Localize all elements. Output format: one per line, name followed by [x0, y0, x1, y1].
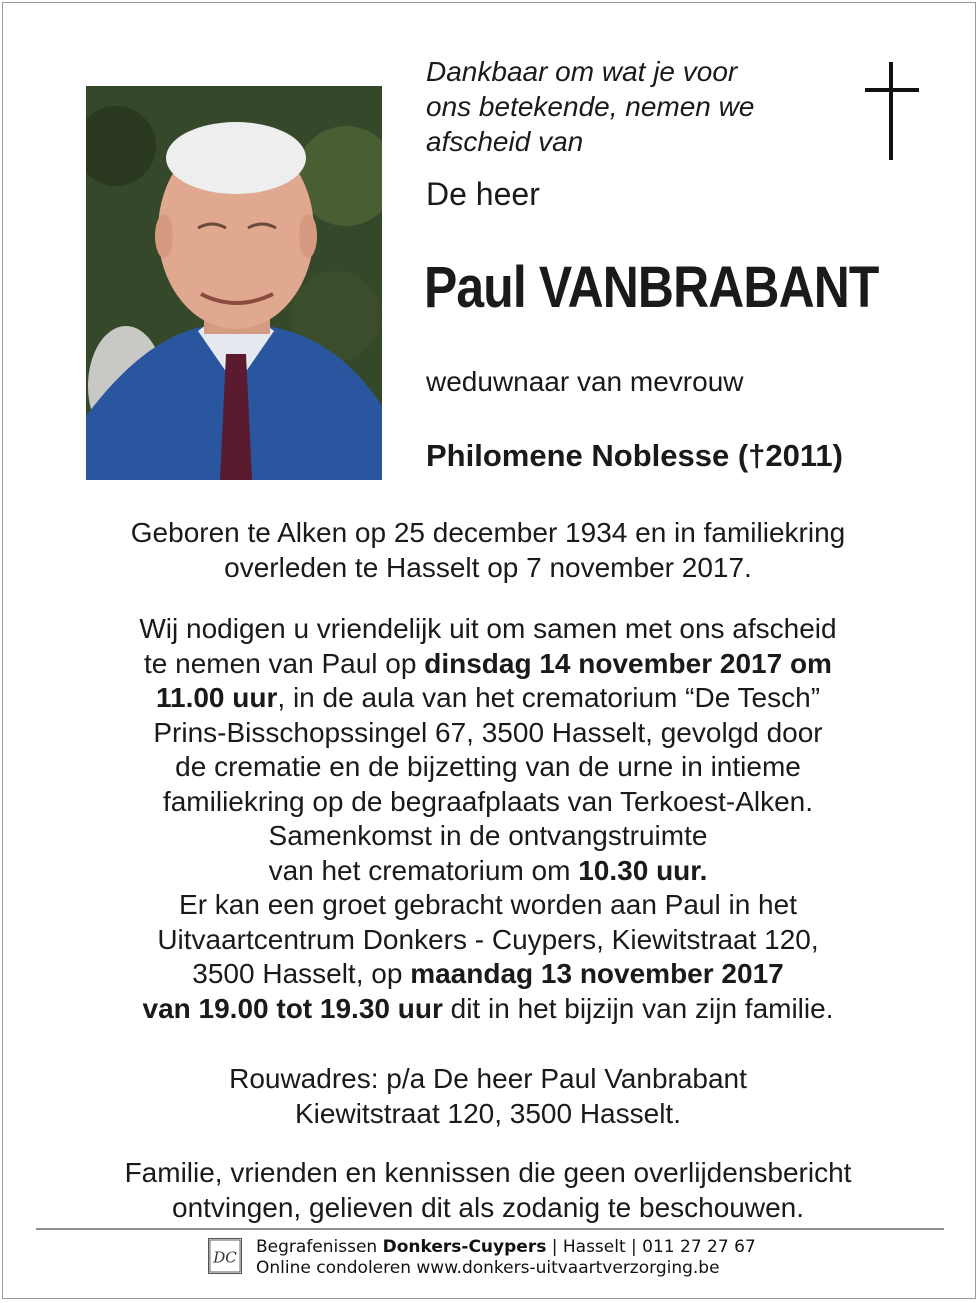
invite-line: de crematie en de bijzetting van de urne in intieme	[175, 751, 801, 782]
footer-line	[256, 1237, 756, 1258]
address-line: Kiewitstraat 120, 3500 Hasselt.	[295, 1097, 681, 1129]
birth-paragraph	[40, 516, 936, 585]
invite-line: Uitvaartcentrum Donkers - Cuypers, Kiewitstraat 120,	[157, 923, 819, 955]
footer-text: Begrafenissen	[256, 1237, 383, 1257]
funeral-home-logo	[208, 1238, 242, 1274]
cross-icon	[858, 62, 926, 160]
spouse-name: Philomene Noblesse (†2011)	[426, 438, 843, 473]
intro-text	[426, 54, 826, 159]
visitation-date: maandag 13 november 2017	[410, 958, 784, 989]
ceremony-time: 11.00 uur	[155, 682, 278, 713]
invite-line	[40, 992, 936, 1027]
gathering-time: 10.30 uur.	[578, 854, 708, 886]
invite-line	[40, 647, 936, 682]
family-line: ontvingen, gelieven dit als zodanig te beschouwen.	[172, 1191, 804, 1223]
invite-line	[40, 681, 936, 716]
address-line: Rouwadres: p/a De heer Paul Vanbrabant	[229, 1063, 747, 1094]
intro-line: afscheid van	[426, 126, 584, 157]
honorific: De heer	[426, 176, 540, 212]
ceremony-date: dinsdag 14 november 2017 om	[424, 647, 832, 679]
visitation-time: van 19.00 tot 19.30 uur	[142, 992, 443, 1024]
deceased-name: Paul VANBRABANT	[424, 255, 879, 320]
invite-text: dit in het bijzijn van zijn familie.	[442, 992, 834, 1024]
invite-text: van het crematorium om	[268, 854, 579, 886]
invite-line: Prins-Bisschopssingel 67, 3500 Hasselt, gevolgd door	[153, 716, 823, 748]
invite-line: Samenkomst in de ontvangstruimte	[268, 820, 708, 851]
svg-text:DC: DC	[213, 1248, 237, 1267]
birth-line: Geboren te Alken op 25 december 1934 en in familiekring	[130, 517, 846, 548]
footer-text: | Hasselt | 011 27 27 67	[546, 1237, 756, 1257]
footer	[256, 1237, 756, 1279]
family-line: Familie, vrienden en kennissen die geen overlijdensbericht	[124, 1157, 852, 1188]
portrait-photo	[86, 86, 382, 480]
invite-line: familiekring op de begraafplaats van Terkoest-Alken.	[162, 785, 814, 817]
widower-text: weduwnaar van mevrouw	[426, 366, 744, 397]
birth-line: overleden te Hasselt op 7 november 2017.	[224, 551, 752, 583]
invite-text: , in de aula van het crematorium “De Tesch”	[277, 682, 821, 713]
footer-divider	[36, 1228, 944, 1230]
invite-text: 3500 Hasselt, op	[192, 958, 411, 989]
invite-line	[40, 957, 936, 992]
invite-text: te nemen van Paul op	[144, 647, 425, 679]
invitation-paragraph	[40, 612, 936, 1026]
intro-line: Dankbaar om wat je voor	[426, 56, 738, 87]
intro-line: ons betekende, nemen we	[426, 91, 755, 122]
invite-line: Wij nodigen u vriendelijk uit om samen met ons afscheid	[139, 613, 837, 644]
company-name: Donkers-Cuypers	[382, 1237, 547, 1257]
invite-line	[40, 854, 936, 889]
mourning-address	[40, 1062, 936, 1131]
invite-line: Er kan een groet gebracht worden aan Paul in het	[179, 889, 797, 920]
footer-website-line: Online condoleren www.donkers-uitvaartverzorging.be	[256, 1258, 720, 1278]
family-notice	[40, 1156, 936, 1225]
